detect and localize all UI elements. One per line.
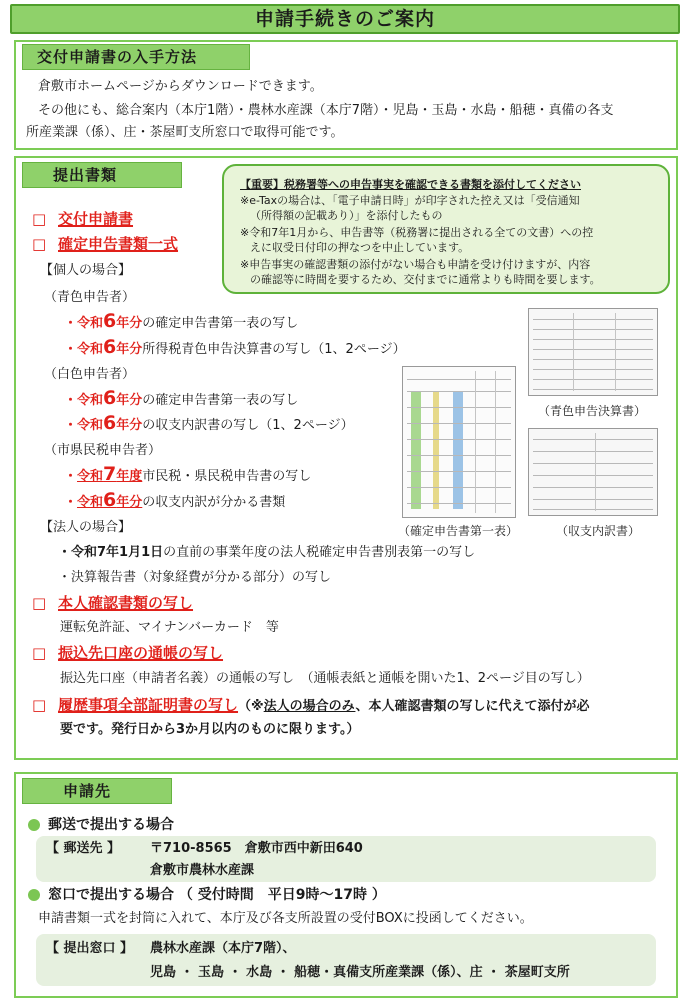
acquire-heading: 交付申請書の入手方法 [22,44,250,70]
doc-item-application: 交付申請書 [58,210,134,228]
window-label: 【 提出窓口 】 [46,941,134,956]
checkbox-4: □ [32,644,47,662]
docs-panel [14,156,678,760]
doc-item-registry-note: 要です。発行日から3か月以内のものに限ります。） [60,722,360,737]
caption-first-sheet: （確定申告書第一表） [398,524,519,538]
window-info-box [36,934,656,986]
submit-panel [14,772,678,998]
blue-filer-heading: （青色申告者） [44,290,136,305]
individual-heading: 【個人の場合】 [40,263,132,278]
acquire-line-2: その他にも、総合案内（本庁1階）・農林水産課（本庁7階）・児島・玉島・水島・船穂・真備の各支 [38,103,614,118]
submit-heading: 申請先 [22,778,172,804]
page-title: 申請手続きのご案内 [10,4,680,34]
important-notice [222,164,670,294]
docs-heading: 提出書類 [22,162,182,188]
checkbox-1: □ [32,210,47,228]
first-sheet-thumbnail [402,366,516,518]
white-line-2: ・令和6年分の収支内訳書の写し（1、2ページ） [64,412,354,434]
notice-line-1: ※e-Taxの場合は、「電子申請日時」が印字された控え又は「受信通知 [240,194,580,207]
city-filer-heading: （市県民税申告者） [44,443,162,458]
blue-line-1: ・令和6年分の確定申告書第一表の写し [64,310,299,332]
mail-address-2: 倉敷市農林水産課 [150,863,255,878]
caption-income-statement: （収支内訳書） [556,524,641,538]
window-address-2: 児島 ・ 玉島 ・ 水島 ・ 船穂・真備支所産業課（係）、庄 ・ 茶屋町支所 [150,965,570,980]
mail-heading: 郵送で提出する場合 [48,817,174,833]
acquire-panel [14,40,678,150]
corp-line-1: ・令和7年1月1日の直前の事業年度の法人税確定申告書別表第一の写し [58,545,476,560]
doc-item-bankbook: 振込先口座の通帳の写し [58,644,224,662]
checkbox-3: □ [32,594,47,612]
notice-line-3: ※令和7年1月から、申告書等（税務署に提出される全ての文書）への控 [240,226,594,239]
notice-line-6: の確認等に時間を要するため、交付までに通常よりも時間を要します。 [250,273,601,286]
doc-item-id-detail: 運転免許証、マイナンバーカード 等 [60,620,279,635]
mail-address-1: 〒710-8565 倉敷市西中新田640 [150,841,363,856]
mail-info-box [36,836,656,882]
income-statement-thumbnail [528,428,658,516]
notice-line-4: えに収受日付印の押なつを中止しています。 [250,241,470,254]
doc-item-bankbook-detail: 振込先口座（申請者名義）の通帳の写し （通帳表紙と通帳を開いた1、2ページ目の写し） [60,671,590,686]
checkbox-5: □ [32,696,47,714]
notice-line-5: ※申告事実の確認書類の添付がない場合も申請を受け付けますが、内容 [240,258,591,271]
corp-line-2: ・決算報告書（対象経費が分かる部分）の写し [58,570,332,585]
caption-blue-return: （青色申告決算書） [538,404,647,418]
white-filer-heading: （白色申告者） [44,367,136,382]
checkbox-2: □ [32,235,47,253]
window-bullet-icon [28,889,40,901]
corporate-heading: 【法人の場合】 [40,520,132,535]
notice-line-2: （所得額の記載あり）」を添付したもの [250,209,443,222]
doc-item-registry: 履歴事項全部証明書の写し（※法人の場合のみ、本人確認書類の写しに代えて添付が必 [58,696,590,714]
city-line-1: ・令和7年度市民税・県民税申告書の写し [64,463,312,485]
blue-return-thumbnail [528,308,658,396]
acquire-line-1: 倉敷市ホームページからダウンロードできます。 [38,79,323,94]
notice-title: 【重要】税務署等への申告事実を確認できる書類を添付してください [240,178,581,191]
blue-line-2: ・令和6年分所得税青色申告決算書の写し（1、2ページ） [64,336,406,358]
doc-item-id: 本人確認書類の写し [58,594,194,612]
white-line-1: ・令和6年分の確定申告書第一表の写し [64,387,299,409]
city-line-2: ・令和6年分の収支内訳が分かる書類 [64,489,286,511]
mail-label: 【 郵送先 】 [46,841,121,856]
window-address-1: 農林水産課（本庁7階）、 [150,941,296,956]
mail-bullet-icon [28,819,40,831]
doc-item-tax-return: 確定申告書類一式 [58,235,179,253]
window-note: 申請書類一式を封筒に入れて、本庁及び各支所設置の受付BOXに投函してください。 [38,911,533,926]
acquire-line-3: 所産業課（係）、庄・茶屋町支所窓口で取得可能です。 [26,125,344,140]
window-heading: 窓口で提出する場合 （ 受付時間 平日9時～17時 ） [48,887,386,903]
